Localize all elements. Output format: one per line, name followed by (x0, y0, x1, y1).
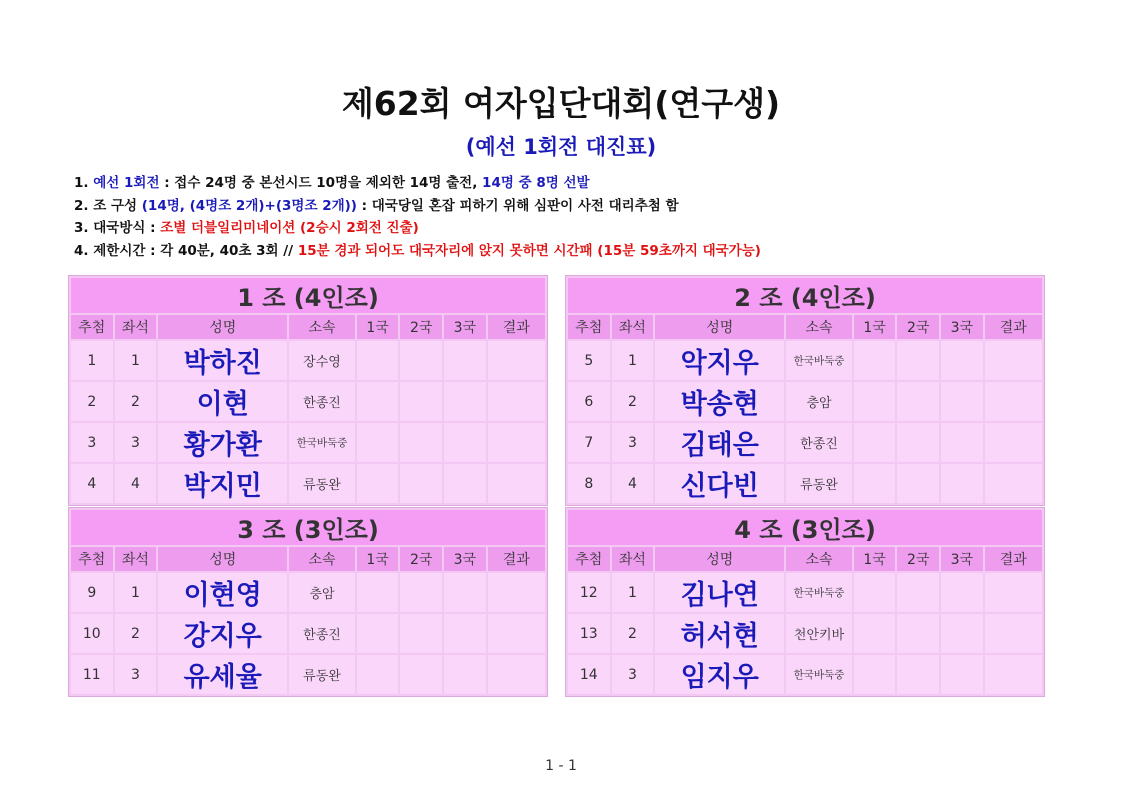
player-affiliation: 류동완 (289, 655, 355, 694)
col-header-result: 결과 (488, 547, 545, 571)
player-name: 강지우 (158, 614, 287, 653)
draw-number: 10 (71, 614, 113, 653)
game-2-cell (400, 382, 442, 421)
player-name: 김태은 (655, 423, 784, 462)
seat-number: 2 (612, 614, 654, 653)
result-cell (488, 573, 545, 612)
seat-number: 4 (115, 464, 157, 503)
note-line-4 (74, 240, 761, 263)
col-header-name: 성명 (158, 315, 287, 339)
game-1-cell (854, 464, 896, 503)
group-title: 4 조 (3인조) (568, 510, 1042, 545)
note-number: 2. (74, 197, 89, 214)
draw-number: 8 (568, 464, 610, 503)
note-text: : 접수 24명 중 본선시드 10명을 제외한 14명 출전, (159, 175, 483, 191)
result-cell (488, 655, 545, 694)
game-1-cell (854, 655, 896, 694)
player-name: 황가환 (158, 423, 287, 462)
player-row (568, 423, 1042, 462)
game-3-cell (444, 464, 486, 503)
game-2-cell (400, 655, 442, 694)
game-2-cell (897, 341, 939, 380)
col-header-game-1: 1국 (357, 547, 399, 571)
game-2-cell (400, 464, 442, 503)
col-header-game-2: 2국 (400, 315, 442, 339)
game-3-cell (444, 423, 486, 462)
game-2-cell (897, 382, 939, 421)
game-2-cell (400, 573, 442, 612)
note-text: 대국방식 : (93, 220, 161, 236)
player-name: 신다빈 (655, 464, 784, 503)
player-row (568, 382, 1042, 421)
col-header-game-2: 2국 (400, 547, 442, 571)
game-1-cell (357, 464, 399, 503)
player-name: 이현영 (158, 573, 287, 612)
result-cell (985, 614, 1042, 653)
player-row (71, 341, 545, 380)
player-name: 이현 (158, 382, 287, 421)
group-3-table (68, 507, 548, 697)
game-3-cell (941, 341, 983, 380)
seat-number: 2 (115, 382, 157, 421)
game-2-cell (897, 464, 939, 503)
note-number: 4. (74, 242, 89, 259)
col-header-affiliation: 소속 (289, 547, 355, 571)
game-3-cell (941, 573, 983, 612)
result-cell (985, 573, 1042, 612)
col-header-seat: 좌석 (612, 315, 654, 339)
col-header-game-3: 3국 (941, 315, 983, 339)
game-3-cell (941, 382, 983, 421)
player-affiliation: 한종진 (289, 614, 355, 653)
player-name: 유세율 (158, 655, 287, 694)
game-3-cell (444, 655, 486, 694)
game-1-cell (854, 573, 896, 612)
player-affiliation: 충암 (786, 382, 852, 421)
seat-number: 1 (612, 341, 654, 380)
player-affiliation: 천안키바 (786, 614, 852, 653)
game-2-cell (400, 423, 442, 462)
player-name: 박하진 (158, 341, 287, 380)
note-highlight: 15분 경과 되어도 대국자리에 앉지 못하면 시간패 (15분 59초까지 대국가능) (297, 242, 761, 259)
player-name: 임지우 (655, 655, 784, 694)
seat-number: 4 (612, 464, 654, 503)
draw-number: 7 (568, 423, 610, 462)
group-title: 1 조 (4인조) (71, 278, 545, 313)
col-header-game-3: 3국 (444, 315, 486, 339)
col-header-game-2: 2국 (897, 315, 939, 339)
group-4-table (565, 507, 1045, 697)
game-2-cell (897, 423, 939, 462)
game-1-cell (854, 423, 896, 462)
document-subtitle: (예선 1회전 대진표) (465, 135, 657, 159)
col-header-seat: 좌석 (612, 547, 654, 571)
game-1-cell (854, 341, 896, 380)
col-header-game-1: 1국 (357, 315, 399, 339)
note-highlight: 예선 1회전 (93, 175, 160, 191)
note-line-2 (74, 195, 761, 218)
game-1-cell (357, 382, 399, 421)
draw-number: 2 (71, 382, 113, 421)
col-header-affiliation: 소속 (786, 547, 852, 571)
col-header-game-3: 3국 (444, 547, 486, 571)
col-header-draw: 추첨 (568, 315, 610, 339)
game-3-cell (444, 341, 486, 380)
draw-number: 4 (71, 464, 113, 503)
game-1-cell (357, 573, 399, 612)
game-3-cell (444, 614, 486, 653)
note-highlight: 14명 중 8명 선발 (482, 175, 590, 191)
col-header-name: 성명 (655, 315, 784, 339)
draw-number: 3 (71, 423, 113, 462)
col-header-seat: 좌석 (115, 315, 157, 339)
game-1-cell (357, 655, 399, 694)
player-affiliation: 한국바둑중 (786, 341, 852, 380)
note-line-3 (74, 217, 761, 240)
result-cell (985, 341, 1042, 380)
group-1-table (68, 275, 548, 506)
note-highlight: 조별 더블일리미네이션 (2승시 2회전 진출) (160, 220, 419, 236)
col-header-result: 결과 (985, 315, 1042, 339)
player-row (71, 614, 545, 653)
game-1-cell (357, 341, 399, 380)
result-cell (985, 464, 1042, 503)
player-row (71, 382, 545, 421)
seat-number: 3 (612, 655, 654, 694)
seat-number: 2 (115, 614, 157, 653)
result-cell (488, 341, 545, 380)
col-header-draw: 추첨 (71, 547, 113, 571)
player-row (568, 464, 1042, 503)
note-highlight: (14명, (4명조 2개)+(3명조 2개)) (141, 197, 357, 214)
note-text: 제한시간 : 각 40분, 40초 3회 // (93, 242, 298, 259)
player-row (568, 573, 1042, 612)
draw-number: 6 (568, 382, 610, 421)
player-row (568, 655, 1042, 694)
game-1-cell (854, 382, 896, 421)
seat-number: 2 (612, 382, 654, 421)
game-3-cell (941, 655, 983, 694)
game-1-cell (357, 614, 399, 653)
group-title: 3 조 (3인조) (71, 510, 545, 545)
draw-number: 5 (568, 341, 610, 380)
note-number: 3. (74, 220, 89, 236)
notes-section (74, 172, 761, 262)
col-header-seat: 좌석 (115, 547, 157, 571)
seat-number: 3 (612, 423, 654, 462)
player-affiliation: 류동완 (289, 464, 355, 503)
seat-number: 3 (115, 423, 157, 462)
player-name: 허서현 (655, 614, 784, 653)
player-affiliation: 류동완 (786, 464, 852, 503)
seat-number: 3 (115, 655, 157, 694)
game-3-cell (941, 614, 983, 653)
draw-number: 11 (71, 655, 113, 694)
draw-number: 14 (568, 655, 610, 694)
note-line-1 (74, 172, 761, 195)
col-header-draw: 추첨 (71, 315, 113, 339)
player-name: 박송현 (655, 382, 784, 421)
result-cell (985, 655, 1042, 694)
player-row (71, 423, 545, 462)
group-2-table (565, 275, 1045, 506)
player-row (568, 341, 1042, 380)
result-cell (488, 614, 545, 653)
game-3-cell (941, 423, 983, 462)
col-header-affiliation: 소속 (786, 315, 852, 339)
player-affiliation: 충암 (289, 573, 355, 612)
game-2-cell (400, 341, 442, 380)
player-affiliation: 한종진 (786, 423, 852, 462)
result-cell (985, 423, 1042, 462)
col-header-game-1: 1국 (854, 547, 896, 571)
player-affiliation: 장수영 (289, 341, 355, 380)
player-row (71, 464, 545, 503)
seat-number: 1 (115, 341, 157, 380)
game-2-cell (400, 614, 442, 653)
player-affiliation: 한국바둑중 (786, 573, 852, 612)
col-header-result: 결과 (985, 547, 1042, 571)
col-header-game-2: 2국 (897, 547, 939, 571)
seat-number: 1 (612, 573, 654, 612)
document-title: 제62회 여자입단대회(연구생) (341, 84, 781, 123)
player-affiliation: 한종진 (289, 382, 355, 421)
col-header-name: 성명 (655, 547, 784, 571)
col-header-game-3: 3국 (941, 547, 983, 571)
draw-number: 9 (71, 573, 113, 612)
result-cell (488, 382, 545, 421)
page-number: 1 - 1 (545, 758, 577, 774)
game-1-cell (357, 423, 399, 462)
result-cell (985, 382, 1042, 421)
game-1-cell (854, 614, 896, 653)
col-header-game-1: 1국 (854, 315, 896, 339)
note-text: : 대국당일 혼잡 피하기 위해 심판이 사전 대리추첨 함 (356, 197, 679, 214)
col-header-affiliation: 소속 (289, 315, 355, 339)
game-3-cell (444, 382, 486, 421)
player-affiliation: 한국바둑중 (289, 423, 355, 462)
player-name: 악지우 (655, 341, 784, 380)
game-3-cell (444, 573, 486, 612)
game-2-cell (897, 655, 939, 694)
draw-number: 12 (568, 573, 610, 612)
col-header-name: 성명 (158, 547, 287, 571)
draw-number: 1 (71, 341, 113, 380)
player-name: 박지민 (158, 464, 287, 503)
note-number: 1. (74, 175, 89, 191)
group-title: 2 조 (4인조) (568, 278, 1042, 313)
game-2-cell (897, 614, 939, 653)
seat-number: 1 (115, 573, 157, 612)
col-header-result: 결과 (488, 315, 545, 339)
game-2-cell (897, 573, 939, 612)
note-text: 조 구성 (93, 197, 142, 214)
result-cell (488, 464, 545, 503)
player-name: 김나연 (655, 573, 784, 612)
player-row (71, 573, 545, 612)
player-row (71, 655, 545, 694)
result-cell (488, 423, 545, 462)
draw-number: 13 (568, 614, 610, 653)
player-affiliation: 한국바둑중 (786, 655, 852, 694)
player-row (568, 614, 1042, 653)
col-header-draw: 추첨 (568, 547, 610, 571)
game-3-cell (941, 464, 983, 503)
